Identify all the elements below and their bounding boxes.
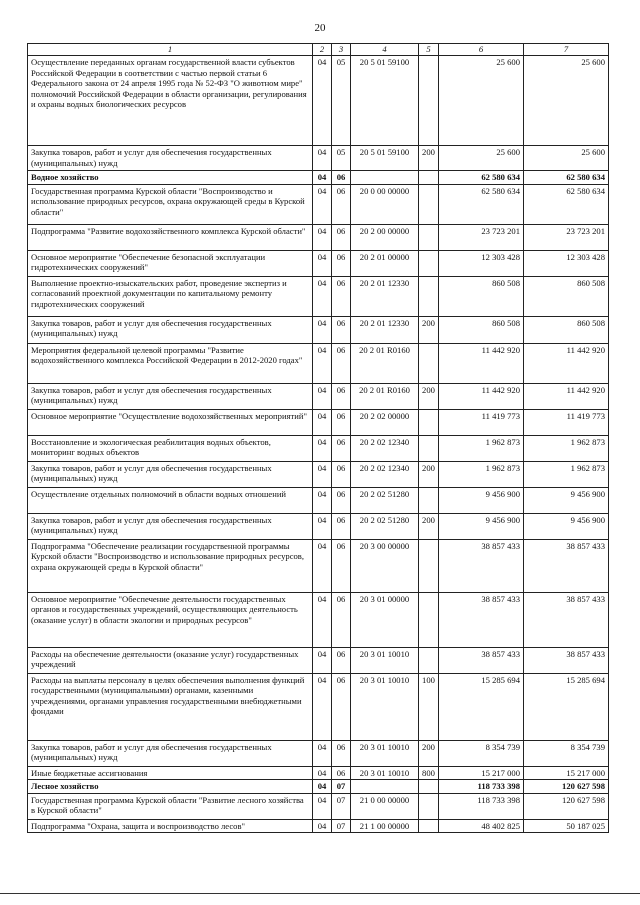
row-section: 04 — [313, 539, 332, 592]
row-subsection: 06 — [332, 513, 351, 539]
row-subsection: 05 — [332, 146, 351, 171]
row-amount-year2: 62 580 634 — [524, 171, 609, 185]
table-row — [28, 224, 609, 250]
row-expense-type — [419, 487, 439, 513]
row-target-code: 20 5 01 59100 — [351, 146, 419, 171]
row-expense-type — [419, 224, 439, 250]
row-name: Осуществление отдельных полномочий в области водных отношений — [28, 487, 313, 513]
table-row — [28, 461, 609, 487]
table-row — [28, 435, 609, 461]
row-subsection: 06 — [332, 461, 351, 487]
row-amount-year1: 12 303 428 — [439, 250, 524, 276]
row-expense-type — [419, 592, 439, 647]
row-target-code: 20 2 02 51280 — [351, 487, 419, 513]
table-row — [28, 513, 609, 539]
row-amount-year1: 118 733 398 — [439, 793, 524, 819]
row-section: 04 — [313, 780, 332, 794]
table-row — [28, 780, 609, 794]
row-amount-year1: 15 285 694 — [439, 673, 524, 740]
row-amount-year2: 62 580 634 — [524, 184, 609, 224]
row-expense-type — [419, 56, 439, 146]
row-amount-year2: 9 456 900 — [524, 487, 609, 513]
row-expense-type: 200 — [419, 316, 439, 343]
table-row — [28, 793, 609, 819]
column-header-4: 4 — [351, 44, 419, 56]
row-section: 04 — [313, 766, 332, 780]
row-amount-year2: 120 627 598 — [524, 780, 609, 794]
row-amount-year2: 11 442 920 — [524, 383, 609, 409]
row-name: Закупка товаров, работ и услуг для обеспечения государственных (муниципальных) нужд — [28, 146, 313, 171]
table-row — [28, 740, 609, 766]
row-subsection: 06 — [332, 673, 351, 740]
row-subsection: 07 — [332, 819, 351, 833]
table-row — [28, 171, 609, 185]
row-subsection: 06 — [332, 184, 351, 224]
row-amount-year1: 9 456 900 — [439, 487, 524, 513]
row-amount-year2: 120 627 598 — [524, 793, 609, 819]
row-subsection: 06 — [332, 343, 351, 383]
row-subsection: 06 — [332, 592, 351, 647]
row-target-code: 21 1 00 00000 — [351, 819, 419, 833]
row-subsection: 06 — [332, 383, 351, 409]
row-amount-year1: 23 723 201 — [439, 224, 524, 250]
row-amount-year1: 38 857 433 — [439, 592, 524, 647]
table-row — [28, 487, 609, 513]
row-section: 04 — [313, 171, 332, 185]
row-target-code: 20 2 01 12330 — [351, 276, 419, 316]
row-target-code — [351, 171, 419, 185]
row-amount-year1: 15 217 000 — [439, 766, 524, 780]
table-row — [28, 276, 609, 316]
table-row — [28, 647, 609, 673]
row-section: 04 — [313, 647, 332, 673]
table-row — [28, 592, 609, 647]
row-target-code: 20 3 01 00000 — [351, 592, 419, 647]
row-section: 04 — [313, 592, 332, 647]
row-amount-year2: 11 419 773 — [524, 409, 609, 435]
table-row — [28, 316, 609, 343]
row-name: Осуществление переданных органам государственной власти субъектов Российской Федерации в соответствии с частью первой статьи 6 Федерального закона от 24 апреля 1995 года № 52-ФЗ "О животном мире" полномочий Российской Федерации в области организации, регулирования и охраны водных биологических ресурсов — [28, 56, 313, 146]
row-name: Закупка товаров, работ и услуг для обеспечения государственных (муниципальных) нужд — [28, 383, 313, 409]
column-header-6: 6 — [439, 44, 524, 56]
row-expense-type — [419, 780, 439, 794]
row-section: 04 — [313, 461, 332, 487]
row-expense-type: 200 — [419, 740, 439, 766]
row-amount-year2: 25 600 — [524, 146, 609, 171]
table-row — [28, 673, 609, 740]
row-name: Основное мероприятие "Обеспечение безопасной эксплуатации гидротехнических сооружений" — [28, 250, 313, 276]
row-target-code: 20 3 01 10010 — [351, 766, 419, 780]
row-subsection: 06 — [332, 276, 351, 316]
row-expense-type — [419, 647, 439, 673]
row-subsection: 06 — [332, 409, 351, 435]
row-section: 04 — [313, 740, 332, 766]
row-amount-year2: 15 285 694 — [524, 673, 609, 740]
row-name: Закупка товаров, работ и услуг для обеспечения государственных (муниципальных) нужд — [28, 513, 313, 539]
row-target-code: 20 3 00 00000 — [351, 539, 419, 592]
row-amount-year1: 9 456 900 — [439, 513, 524, 539]
row-expense-type: 200 — [419, 383, 439, 409]
row-target-code — [351, 780, 419, 794]
row-amount-year2: 1 962 873 — [524, 461, 609, 487]
row-expense-type: 200 — [419, 461, 439, 487]
row-amount-year2: 860 508 — [524, 316, 609, 343]
column-header-1: 1 — [28, 44, 313, 56]
row-amount-year1: 860 508 — [439, 276, 524, 316]
row-name: Лесное хозяйство — [28, 780, 313, 794]
row-expense-type: 100 — [419, 673, 439, 740]
row-subsection: 06 — [332, 171, 351, 185]
row-subsection: 06 — [332, 487, 351, 513]
row-subsection: 06 — [332, 224, 351, 250]
row-target-code: 21 0 00 00000 — [351, 793, 419, 819]
row-section: 04 — [313, 56, 332, 146]
row-amount-year1: 11 419 773 — [439, 409, 524, 435]
row-subsection: 06 — [332, 647, 351, 673]
row-amount-year2: 9 456 900 — [524, 513, 609, 539]
row-name: Мероприятия федеральной целевой программы "Развитие водохозяйственного комплекса Российской Федерации в 2012-2020 годах" — [28, 343, 313, 383]
row-expense-type — [419, 276, 439, 316]
row-amount-year2: 38 857 433 — [524, 592, 609, 647]
row-target-code: 20 3 01 10010 — [351, 740, 419, 766]
row-expense-type: 200 — [419, 146, 439, 171]
row-amount-year1: 860 508 — [439, 316, 524, 343]
row-name: Иные бюджетные ассигнования — [28, 766, 313, 780]
row-amount-year1: 11 442 920 — [439, 343, 524, 383]
row-section: 04 — [313, 146, 332, 171]
row-name: Закупка товаров, работ и услуг для обеспечения государственных (муниципальных) нужд — [28, 316, 313, 343]
row-section: 04 — [313, 819, 332, 833]
row-name: Подпрограмма "Развитие водохозяйственного комплекса Курской области" — [28, 224, 313, 250]
column-number-row — [28, 44, 609, 56]
row-name: Выполнение проектно-изыскательских работ, проведение экспертиз и согласований проектной документации по капитальному ремонту гидротехнических сооружений — [28, 276, 313, 316]
row-section: 04 — [313, 435, 332, 461]
row-target-code: 20 0 00 00000 — [351, 184, 419, 224]
table-row — [28, 56, 609, 146]
row-section: 04 — [313, 513, 332, 539]
row-subsection: 06 — [332, 766, 351, 780]
row-name: Подпрограмма "Обеспечение реализации государственной программы Курской области "Воспроизводство и использование природных ресурсов, охрана окружающей среды в Курской области" — [28, 539, 313, 592]
column-header-3: 3 — [332, 44, 351, 56]
row-target-code: 20 2 01 00000 — [351, 250, 419, 276]
table-row — [28, 250, 609, 276]
row-expense-type: 200 — [419, 513, 439, 539]
row-amount-year2: 38 857 433 — [524, 647, 609, 673]
row-amount-year2: 11 442 920 — [524, 343, 609, 383]
row-expense-type: 800 — [419, 766, 439, 780]
row-amount-year2: 860 508 — [524, 276, 609, 316]
row-name: Водное хозяйство — [28, 171, 313, 185]
row-subsection: 06 — [332, 539, 351, 592]
row-amount-year1: 8 354 739 — [439, 740, 524, 766]
row-target-code: 20 2 02 12340 — [351, 435, 419, 461]
row-amount-year1: 1 962 873 — [439, 461, 524, 487]
row-expense-type — [419, 184, 439, 224]
row-amount-year1: 25 600 — [439, 56, 524, 146]
row-amount-year1: 11 442 920 — [439, 383, 524, 409]
table-row — [28, 146, 609, 171]
row-target-code: 20 2 02 51280 — [351, 513, 419, 539]
row-amount-year2: 23 723 201 — [524, 224, 609, 250]
row-expense-type — [419, 171, 439, 185]
row-amount-year2: 1 962 873 — [524, 435, 609, 461]
row-section: 04 — [313, 793, 332, 819]
row-subsection: 07 — [332, 793, 351, 819]
row-amount-year2: 50 187 025 — [524, 819, 609, 833]
table-row — [28, 539, 609, 592]
row-subsection: 06 — [332, 316, 351, 343]
row-expense-type — [419, 435, 439, 461]
row-amount-year1: 62 580 634 — [439, 184, 524, 224]
page-number: 20 — [314, 22, 326, 34]
row-expense-type — [419, 819, 439, 833]
row-target-code: 20 3 01 10010 — [351, 647, 419, 673]
row-section: 04 — [313, 487, 332, 513]
row-amount-year2: 38 857 433 — [524, 539, 609, 592]
row-name: Основное мероприятие "Обеспечение деятельности государственных органов и государственных учреждений, осуществляющих деятельность (оказание услуг) в области экологии и природных ресурсов" — [28, 592, 313, 647]
row-section: 04 — [313, 276, 332, 316]
row-amount-year1: 38 857 433 — [439, 539, 524, 592]
row-amount-year2: 8 354 739 — [524, 740, 609, 766]
row-name: Закупка товаров, работ и услуг для обеспечения государственных (муниципальных) нужд — [28, 461, 313, 487]
page-bottom-rule — [0, 893, 640, 894]
row-amount-year1: 118 733 398 — [439, 780, 524, 794]
column-header-5: 5 — [419, 44, 439, 56]
row-expense-type — [419, 409, 439, 435]
row-amount-year2: 25 600 — [524, 56, 609, 146]
row-name: Расходы на обеспечение деятельности (оказание услуг) государственных учреждений — [28, 647, 313, 673]
row-section: 04 — [313, 184, 332, 224]
row-section: 04 — [313, 250, 332, 276]
row-subsection: 06 — [332, 435, 351, 461]
row-name: Расходы на выплаты персоналу в целях обеспечения выполнения функций государственными (муниципальными) органами, казенными учреждениями, органами управления государственными внебюджетными фондами — [28, 673, 313, 740]
column-header-7: 7 — [524, 44, 609, 56]
row-amount-year2: 15 217 000 — [524, 766, 609, 780]
row-name: Восстановление и экологическая реабилитация водных объектов, мониторинг водных объектов — [28, 435, 313, 461]
row-name: Государственная программа Курской области "Развитие лесного хозяйства в Курской области" — [28, 793, 313, 819]
row-amount-year2: 12 303 428 — [524, 250, 609, 276]
row-subsection: 07 — [332, 780, 351, 794]
row-name: Государственная программа Курской области "Воспроизводство и использование природных ресурсов, охрана окружающей среды в Курской области" — [28, 184, 313, 224]
row-target-code: 20 5 01 59100 — [351, 56, 419, 146]
row-target-code: 20 2 01 R0160 — [351, 343, 419, 383]
row-target-code: 20 2 02 00000 — [351, 409, 419, 435]
table-row — [28, 383, 609, 409]
row-subsection: 06 — [332, 740, 351, 766]
table-row — [28, 409, 609, 435]
row-amount-year1: 48 402 825 — [439, 819, 524, 833]
row-section: 04 — [313, 343, 332, 383]
table-row — [28, 819, 609, 833]
column-header-2: 2 — [313, 44, 332, 56]
row-section: 04 — [313, 673, 332, 740]
row-target-code: 20 2 01 R0160 — [351, 383, 419, 409]
row-name: Закупка товаров, работ и услуг для обеспечения государственных (муниципальных) нужд — [28, 740, 313, 766]
row-amount-year1: 38 857 433 — [439, 647, 524, 673]
budget-table — [27, 43, 609, 833]
row-section: 04 — [313, 409, 332, 435]
row-target-code: 20 2 02 12340 — [351, 461, 419, 487]
row-name: Подпрограмма "Охрана, защита и воспроизводство лесов" — [28, 819, 313, 833]
row-expense-type — [419, 250, 439, 276]
row-target-code: 20 2 00 00000 — [351, 224, 419, 250]
row-expense-type — [419, 343, 439, 383]
row-target-code: 20 3 01 10010 — [351, 673, 419, 740]
row-section: 04 — [313, 383, 332, 409]
row-amount-year1: 25 600 — [439, 146, 524, 171]
row-expense-type — [419, 793, 439, 819]
row-subsection: 06 — [332, 250, 351, 276]
row-section: 04 — [313, 316, 332, 343]
table-row — [28, 766, 609, 780]
row-target-code: 20 2 01 12330 — [351, 316, 419, 343]
row-expense-type — [419, 539, 439, 592]
row-section: 04 — [313, 224, 332, 250]
row-amount-year1: 62 580 634 — [439, 171, 524, 185]
row-amount-year1: 1 962 873 — [439, 435, 524, 461]
row-subsection: 05 — [332, 56, 351, 146]
table-row — [28, 184, 609, 224]
table-row — [28, 343, 609, 383]
row-name: Основное мероприятие "Осуществление водохозяйственных мероприятий" — [28, 409, 313, 435]
